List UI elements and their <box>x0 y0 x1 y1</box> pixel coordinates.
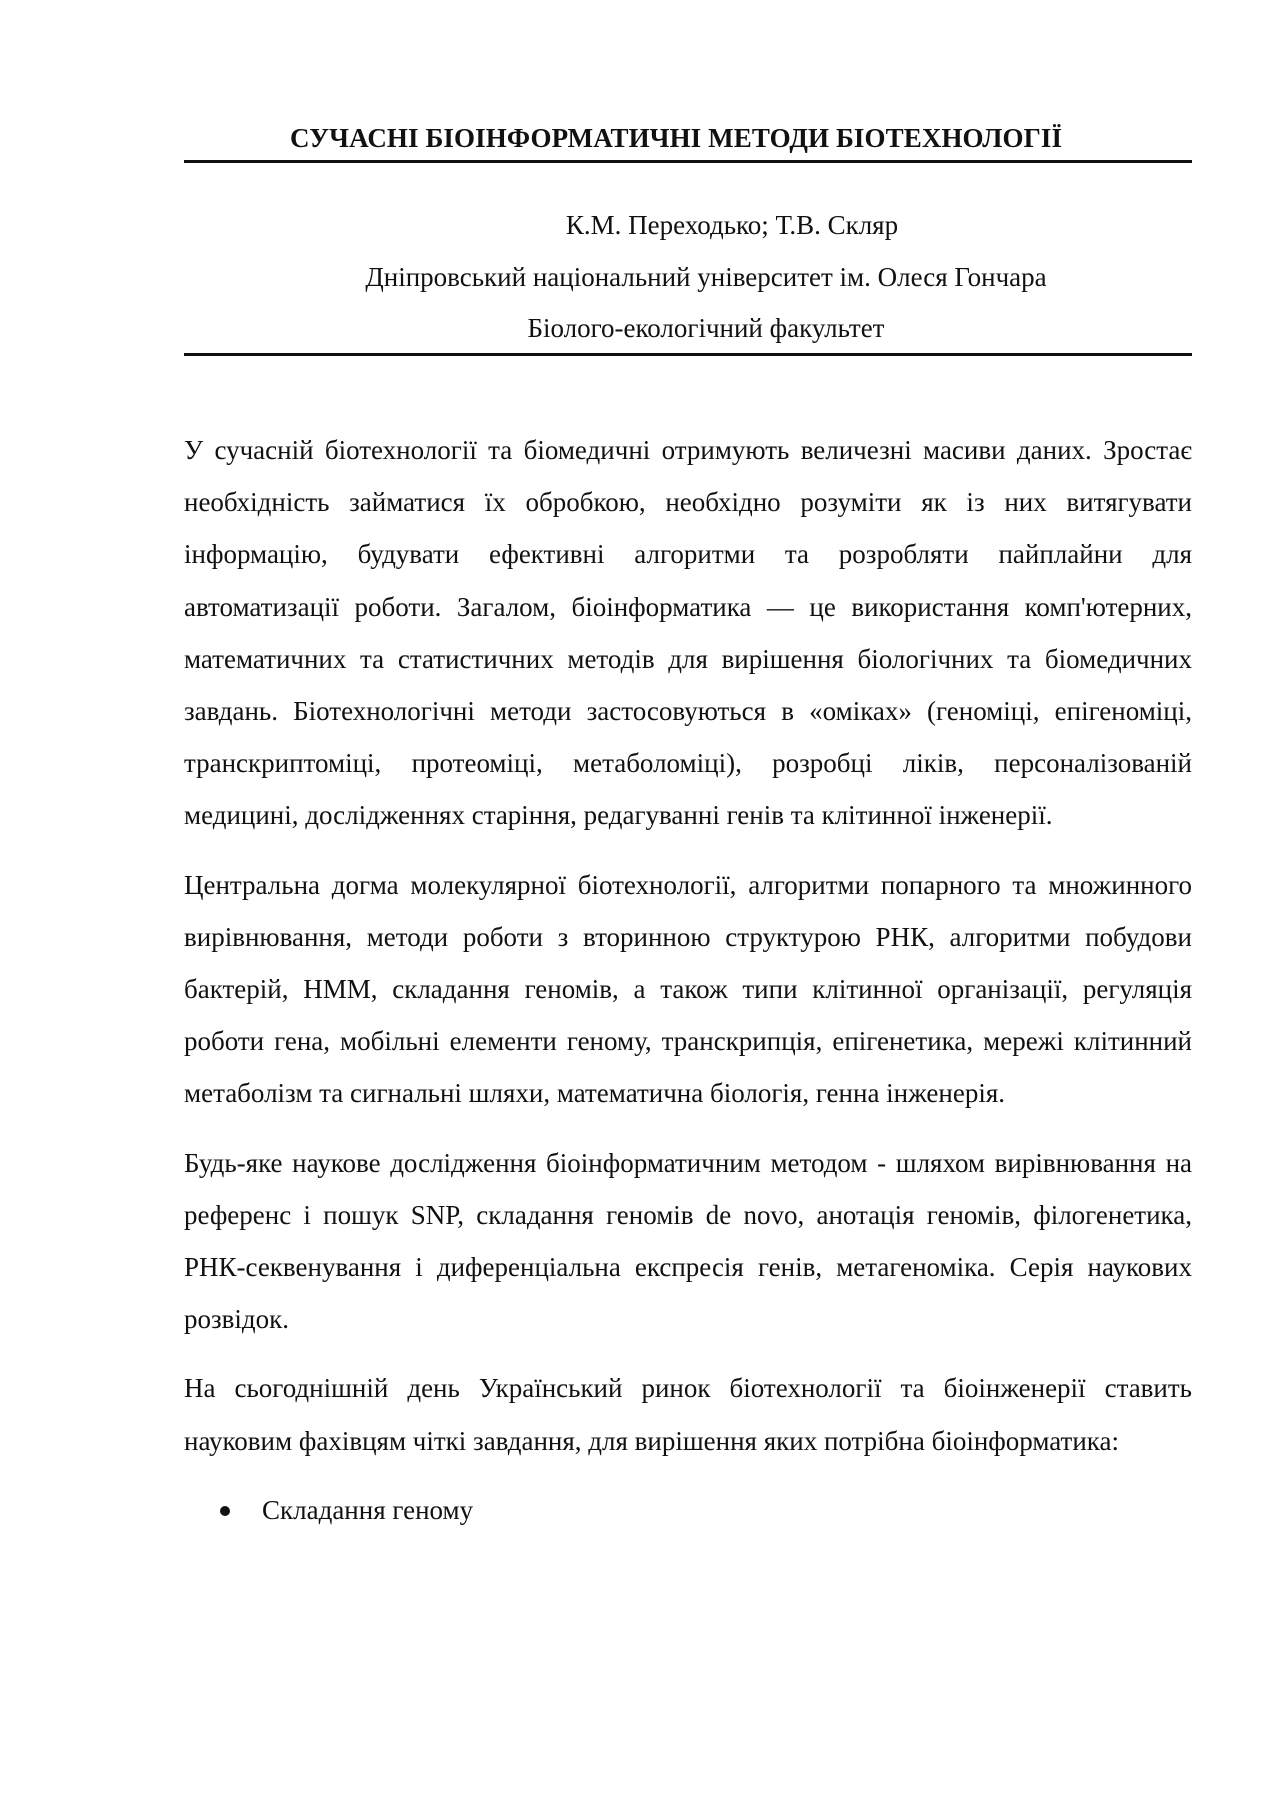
list-item-text: Складання геному <box>262 1494 474 1525</box>
author-divider <box>184 353 1192 356</box>
document-content <box>184 118 1192 1536</box>
university: Дніпровський національний університет ім. Олеся Гончара <box>365 262 1047 292</box>
title-divider <box>184 160 1192 163</box>
document-title: СУЧАСНІ БІОІНФОРМАТИЧНІ МЕТОДИ БІОТЕХНОЛОГІЇ <box>290 123 1063 153</box>
paragraph-2: Центральна догма молекулярної біотехнології, алгоритми попарного та множинного вирівнювання, методи роботи з вторинною структурою РНК, алгоритми побудови бактерій, HMM, складання геномів, а також типи клітинної організації, регуляція роботи гена, мобільні елементи геному, транскрипція, епігенетика, мережі клітинний метаболізм та сигнальні шляхи, математична біологія, генна інженерія. <box>184 869 1192 1109</box>
faculty: Біолого-екологічний факультет <box>527 313 885 343</box>
list-item <box>184 1484 1192 1536</box>
paragraph-4: На сьогоднішній день Український ринок біотехнології та біоінженерії ставить науковим фахівцям чіткі завдання, для вирішення яких потрібна біоінформатика: <box>184 1373 1192 1456</box>
task-list <box>184 1484 1192 1536</box>
author-block <box>184 199 1192 353</box>
authors: К.М. Переходько; Т.В. Скляр <box>565 210 899 240</box>
bullet-icon <box>220 1506 230 1516</box>
paragraph-3: Будь-яке наукове дослідження біоінформатичним методом - шляхом вирівнювання на референс і пошук SNP, складання геномів de novo, анотація геномів, філогенетика, РНК-секвенування і диференціальна експресія генів, метагеноміка. Серія наукових розвідок. <box>184 1147 1192 1335</box>
paragraph-1: У сучасній біотехнології та біомедичні отримують величезні масиви даних. Зростає необхідність займатися їх обробкою, необхідно розуміти як із них витягувати інформацію, будувати ефективні алгоритми та розробляти пайплайни для автоматизації роботи. Загалом, біоінформатика — це використання комп'ютерних, математичних та статистичних методів для вирішення біологічних та біомедичних завдань. Біотехнологічні методи застосовуються в «оміках» (геноміці, епігеноміці, транскриптоміці, протеоміці, метаболоміці), розробці ліків, персоналізованій медицині, дослідженнях старіння, редагуванні генів та клітинної інженерії. <box>184 435 1192 831</box>
